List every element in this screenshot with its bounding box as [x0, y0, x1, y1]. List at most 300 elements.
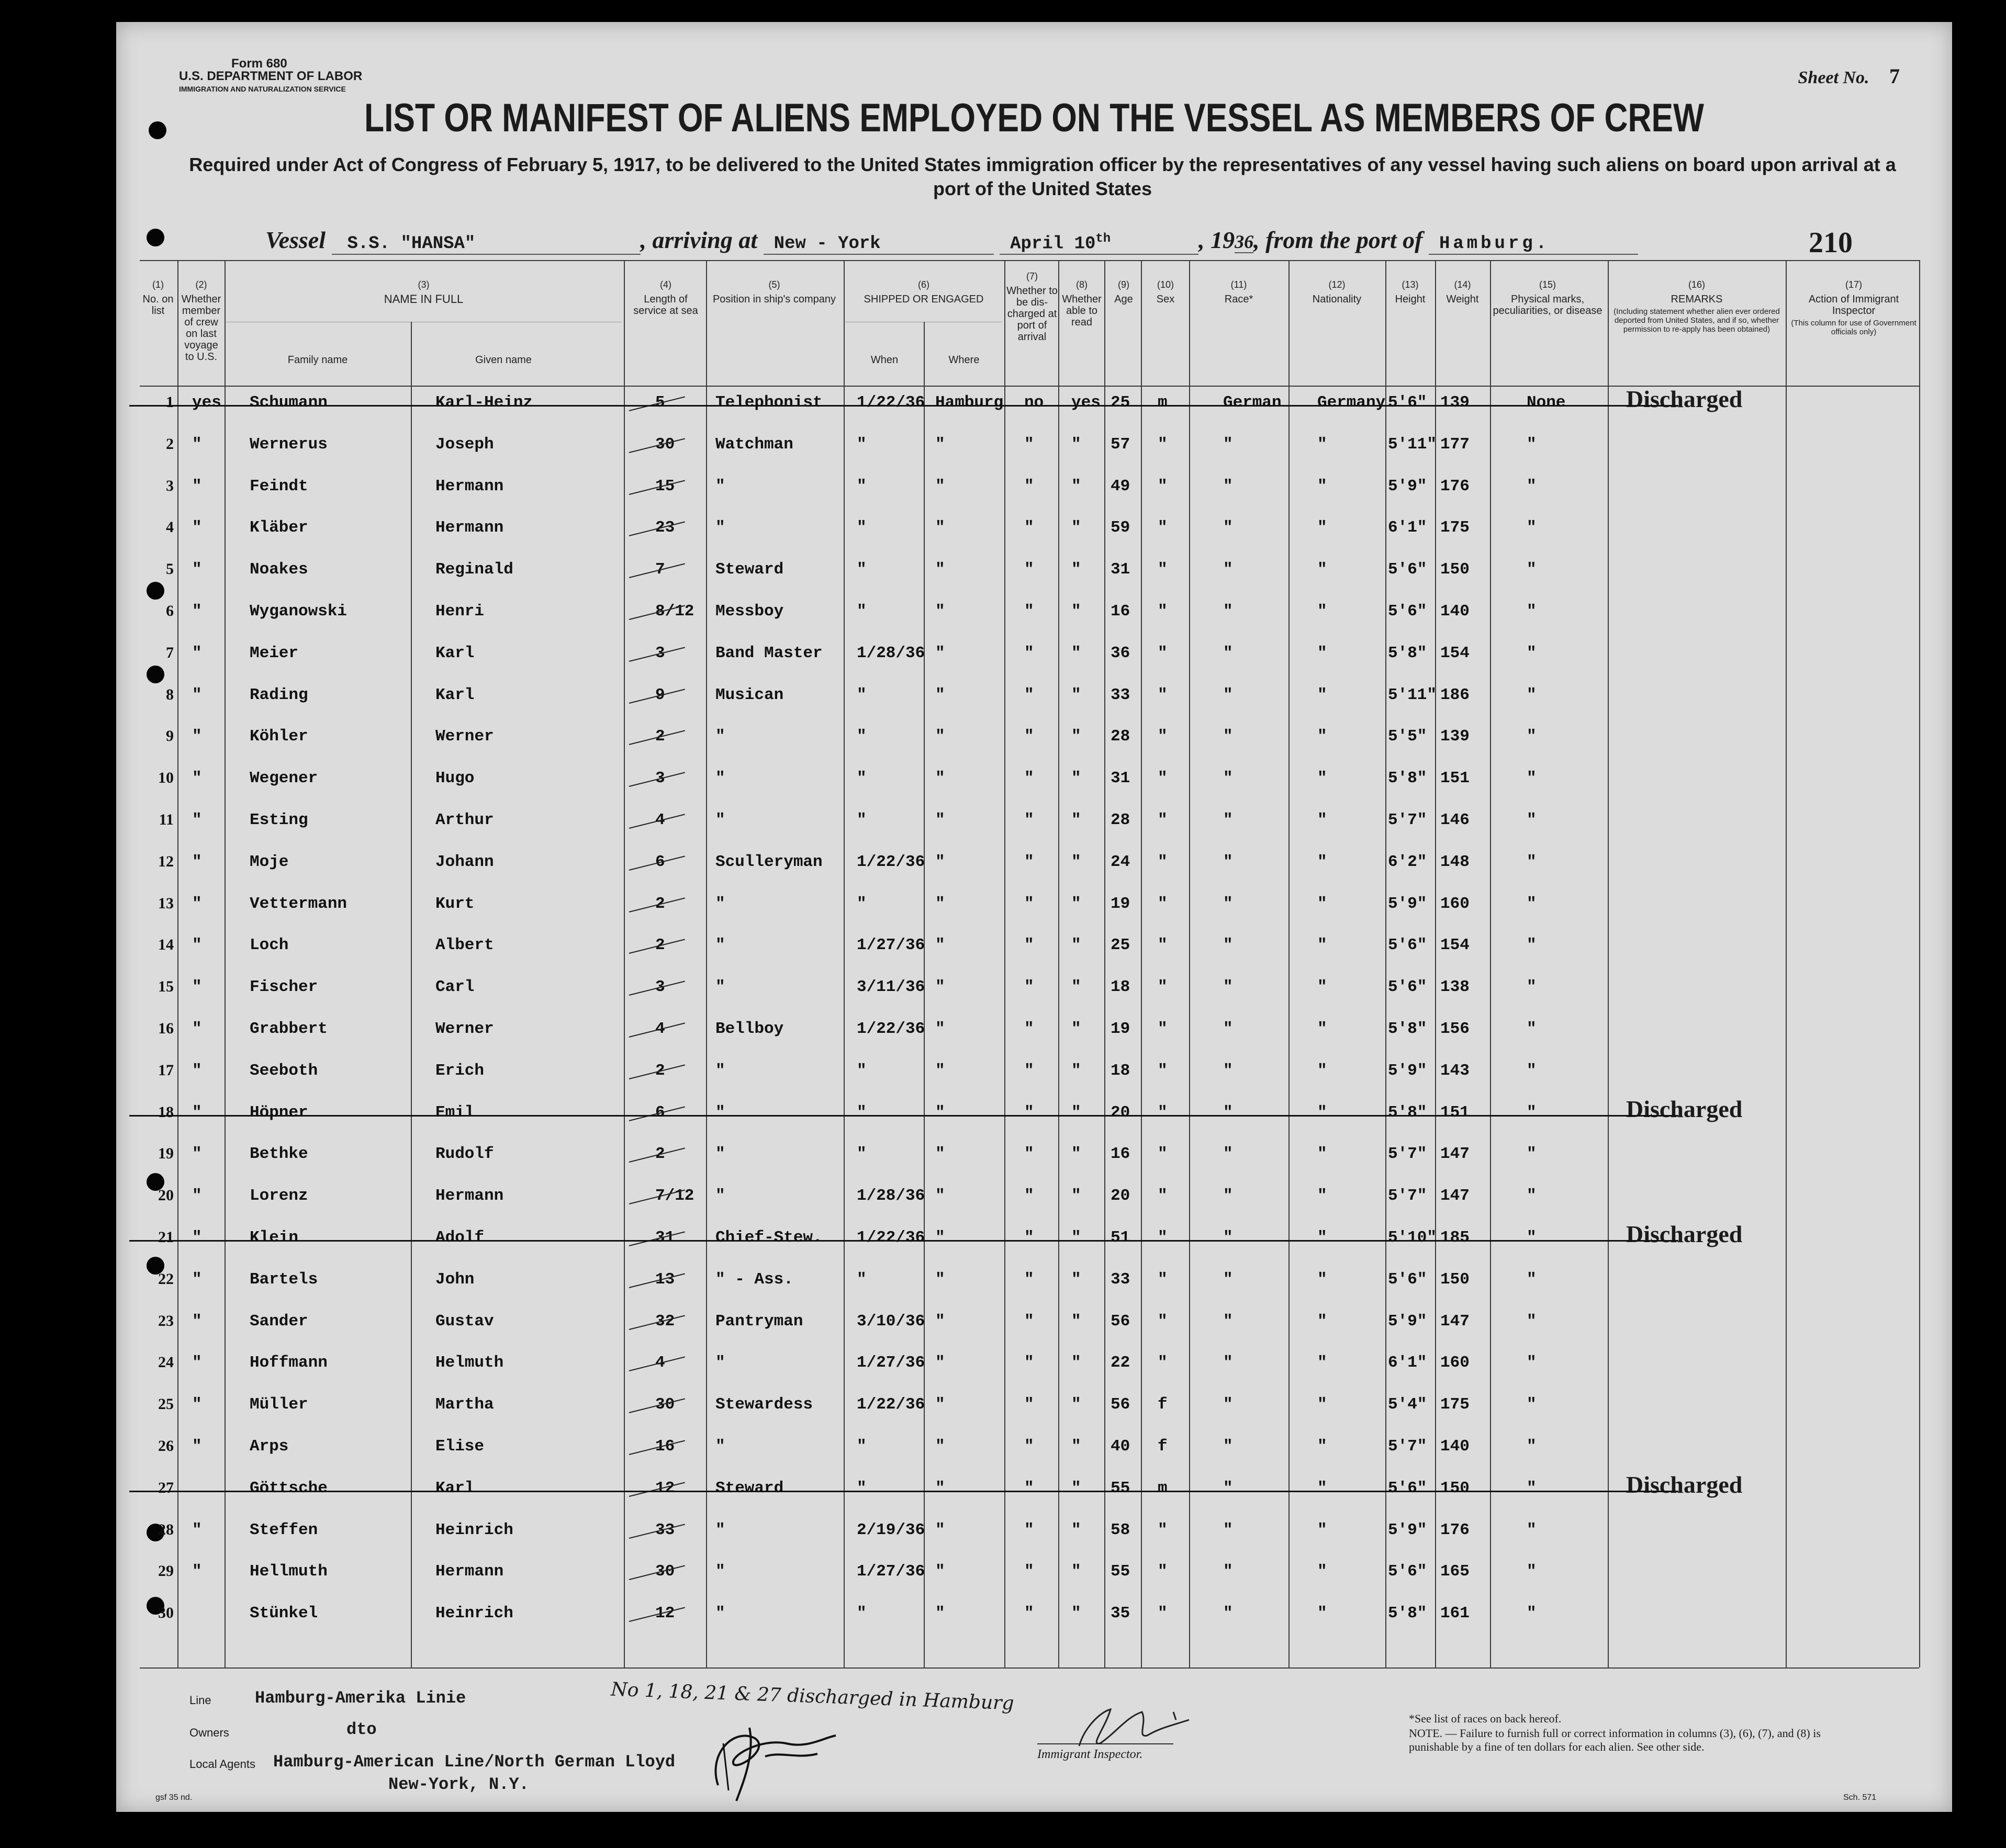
cell-race: ": [1223, 1437, 1233, 1456]
header-number: (8): [1076, 279, 1088, 290]
cell-given-name: Adolf: [435, 1229, 485, 1247]
column-rule: [1189, 260, 1190, 1667]
cell-given-name: Johann: [435, 852, 494, 871]
cell-shipped-where: ": [935, 1020, 945, 1038]
cell-family-name: Bartels: [250, 1270, 318, 1289]
cell-sex: ": [1158, 1604, 1168, 1623]
cell-row-number: 18: [158, 1103, 174, 1121]
cell-able-to-read: ": [1071, 1520, 1081, 1539]
cell-family-name: Esting: [250, 811, 308, 829]
header-text: Action of Immigrant Inspector: [1808, 294, 1899, 317]
cell-weight: 150: [1440, 560, 1470, 579]
agent-signature: [687, 1707, 844, 1806]
cell-height: 5'9": [1388, 477, 1427, 495]
cell-able-to-read: ": [1071, 435, 1081, 454]
cell-age: 28: [1111, 727, 1130, 746]
cell-row-number: 7: [166, 644, 174, 661]
cell-height: 6'1": [1388, 1354, 1427, 1372]
column-rule: [1058, 260, 1059, 1667]
cell-to-be-discharged: ": [1024, 1312, 1034, 1331]
cell-race: ": [1223, 1354, 1233, 1372]
cell-sex: ": [1158, 1270, 1168, 1289]
column-rule: [1435, 260, 1436, 1667]
header-race: [1189, 279, 1288, 305]
cell-position: Telephonist: [715, 393, 823, 412]
header-text: Position in ship's company: [712, 294, 836, 305]
cell-to-be-discharged: ": [1024, 1437, 1034, 1456]
cell-height: 5'8": [1388, 1103, 1427, 1122]
cell-given-name: Arthur: [435, 811, 494, 829]
cell-shipped-when: ": [857, 1270, 867, 1289]
cell-sex: ": [1158, 1354, 1168, 1372]
cell-previous-voyage: ": [192, 519, 202, 537]
column-rule: [1608, 260, 1609, 1667]
cell-shipped-where: ": [935, 1437, 945, 1456]
header-text: Whether member of crew on last voyage to U.S.: [181, 294, 221, 363]
cell-race: ": [1223, 1103, 1233, 1122]
cell-length-of-service: 2: [655, 936, 665, 955]
cell-shipped-where: ": [935, 1604, 945, 1623]
header-number: (14): [1454, 279, 1471, 290]
cell-physical-marks: ": [1527, 769, 1537, 788]
cell-to-be-discharged: ": [1024, 936, 1034, 955]
cell-given-name: Kurt: [435, 894, 475, 913]
strike-through-line: [129, 1491, 1678, 1492]
cell-weight: 146: [1440, 811, 1470, 829]
cell-height: 5'6": [1388, 978, 1427, 997]
cell-able-to-read: ": [1071, 1437, 1081, 1456]
cell-shipped-when: 2/19/36: [857, 1520, 925, 1539]
cell-able-to-read: ": [1071, 602, 1081, 621]
column-rule: [706, 260, 707, 1667]
cell-sex: ": [1158, 936, 1168, 955]
header-weight: [1435, 279, 1490, 305]
cell-remarks: Discharged: [1626, 1095, 1743, 1122]
cell-shipped-when: ": [857, 685, 867, 704]
cell-family-name: Grabbert: [250, 1020, 328, 1038]
cell-position: ": [715, 1354, 725, 1372]
cell-sex: ": [1158, 978, 1168, 997]
header-discharged: [1006, 271, 1058, 343]
cell-position: Stewardess: [715, 1395, 813, 1414]
cell-shipped-when: 3/10/36: [857, 1312, 925, 1331]
cell-race: ": [1223, 644, 1233, 662]
cell-sex: ": [1158, 1520, 1168, 1539]
cell-able-to-read: ": [1071, 560, 1081, 579]
cell-given-name: Karl: [435, 685, 475, 704]
cell-height: 5'6": [1388, 560, 1427, 579]
cell-age: 31: [1111, 560, 1130, 579]
cell-shipped-when: ": [857, 519, 867, 537]
cell-physical-marks: ": [1527, 727, 1537, 746]
department: U.S. DEPARTMENT OF LABOR: [179, 69, 363, 83]
cell-nationality: ": [1317, 936, 1327, 955]
cell-family-name: Vettermann: [250, 894, 348, 913]
cell-shipped-where: ": [935, 1103, 945, 1122]
cell-age: 19: [1111, 1020, 1130, 1038]
cell-family-name: Wegener: [250, 769, 318, 788]
cell-to-be-discharged: no: [1024, 393, 1044, 412]
cell-age: 40: [1111, 1437, 1130, 1456]
cell-able-to-read: ": [1071, 1145, 1081, 1164]
cell-height: 5'6": [1388, 1479, 1427, 1497]
cell-previous-voyage: ": [192, 1145, 202, 1164]
owners-label: Owners: [189, 1726, 229, 1739]
cell-row-number: 29: [158, 1562, 174, 1580]
cell-given-name: Martha: [435, 1395, 494, 1414]
cell-sex: ": [1158, 1187, 1168, 1205]
cell-row-number: 16: [158, 1020, 174, 1037]
cell-given-name: Karl: [435, 1479, 475, 1497]
cell-family-name: Hoffmann: [250, 1354, 328, 1372]
cell-physical-marks: ": [1527, 1437, 1537, 1456]
cell-weight: 154: [1440, 936, 1470, 955]
cell-family-name: Wyganowski: [250, 602, 348, 621]
cell-to-be-discharged: ": [1024, 644, 1034, 662]
cell-physical-marks: ": [1527, 1103, 1537, 1122]
cell-race: German: [1223, 393, 1282, 412]
cell-physical-marks: ": [1527, 1479, 1537, 1497]
cell-able-to-read: ": [1071, 1020, 1081, 1038]
cell-age: 49: [1111, 477, 1130, 495]
cell-previous-voyage: ": [192, 727, 202, 746]
cell-length-of-service: 4: [655, 1354, 665, 1372]
cell-length-of-service: 12: [655, 1604, 675, 1623]
cell-nationality: ": [1317, 519, 1327, 537]
cell-shipped-when: ": [857, 1061, 867, 1080]
cell-given-name: Hugo: [435, 769, 475, 788]
cell-length-of-service: 4: [655, 811, 665, 829]
cell-physical-marks: ": [1527, 1061, 1537, 1080]
cell-able-to-read: ": [1071, 477, 1081, 495]
page-number: 210: [1809, 227, 1853, 259]
cell-age: 18: [1111, 1061, 1130, 1080]
cell-shipped-where: ": [935, 602, 945, 621]
cell-weight: 175: [1440, 1395, 1470, 1414]
cell-shipped-where: ": [935, 477, 945, 495]
cell-shipped-where: ": [935, 1479, 945, 1497]
header-text: No. on list: [142, 294, 174, 317]
cell-length-of-service: 30: [655, 1395, 675, 1414]
cell-race: ": [1223, 560, 1233, 579]
cell-shipped-where: ": [935, 685, 945, 704]
cell-shipped-where: ": [935, 852, 945, 871]
cell-given-name: Erich: [435, 1061, 485, 1080]
cell-to-be-discharged: ": [1024, 519, 1034, 537]
cell-shipped-where: ": [935, 1520, 945, 1539]
cell-nationality: ": [1317, 852, 1327, 871]
cell-weight: 156: [1440, 1020, 1470, 1038]
cell-position: ": [715, 1520, 725, 1539]
cell-race: ": [1223, 1395, 1233, 1414]
cell-previous-voyage: ": [192, 1061, 202, 1080]
cell-given-name: Joseph: [435, 435, 494, 454]
cell-able-to-read: ": [1071, 1103, 1081, 1122]
cell-height: 5'4": [1388, 1395, 1427, 1414]
cell-shipped-when: 1/22/36: [857, 852, 925, 871]
cell-family-name: Schumann: [250, 393, 328, 412]
cell-nationality: ": [1317, 1437, 1327, 1456]
cell-race: ": [1223, 1520, 1233, 1539]
cell-remarks: Discharged: [1626, 1471, 1743, 1498]
header-number: (5): [768, 279, 780, 290]
cell-sex: ": [1158, 1562, 1168, 1581]
cell-physical-marks: ": [1527, 1187, 1537, 1205]
cell-nationality: ": [1317, 894, 1327, 913]
cell-length-of-service: 8/12: [655, 602, 694, 621]
cell-weight: 147: [1440, 1145, 1470, 1164]
cell-age: 33: [1111, 1270, 1130, 1289]
cell-row-number: 9: [166, 727, 174, 745]
header-height: [1385, 279, 1435, 305]
cell-family-name: Lorenz: [250, 1187, 308, 1205]
local-agents-label: Local Agents: [189, 1757, 255, 1771]
cell-family-name: Sander: [250, 1312, 308, 1331]
cell-previous-voyage: ": [192, 811, 202, 829]
manifest-page: [116, 22, 1952, 1812]
cell-shipped-when: ": [857, 560, 867, 579]
cell-able-to-read: ": [1071, 1562, 1081, 1581]
cell-row-number: 6: [166, 602, 174, 619]
cell-row-number: 3: [166, 477, 174, 494]
cell-physical-marks: ": [1527, 1562, 1537, 1581]
cell-age: 57: [1111, 435, 1130, 454]
cell-shipped-when: 1/27/36: [857, 1562, 925, 1581]
cell-sex: f: [1158, 1395, 1168, 1414]
header-when: When: [870, 354, 899, 366]
cell-shipped-where: ": [935, 894, 945, 913]
cell-weight: 147: [1440, 1187, 1470, 1205]
header-physical-marks: [1490, 279, 1605, 317]
cell-previous-voyage: ": [192, 1020, 202, 1038]
cell-given-name: Heinrich: [435, 1520, 513, 1539]
cell-shipped-where: Hamburg: [935, 393, 1004, 412]
cell-shipped-where: ": [935, 1061, 945, 1080]
header-number: (15): [1539, 279, 1556, 290]
cell-previous-voyage: ": [192, 435, 202, 454]
cell-sex: ": [1158, 435, 1168, 454]
cell-able-to-read: ": [1071, 1479, 1081, 1497]
cell-race: ": [1223, 1312, 1233, 1331]
cell-position: Pantryman: [715, 1312, 803, 1331]
cell-family-name: Kläber: [250, 519, 308, 537]
cell-nationality: ": [1317, 1145, 1327, 1164]
cell-age: 20: [1111, 1187, 1130, 1205]
cell-shipped-where: ": [935, 560, 945, 579]
cell-previous-voyage: ": [192, 1395, 202, 1414]
cell-weight: 140: [1440, 1437, 1470, 1456]
line-value: Hamburg-Amerika Linie: [255, 1688, 466, 1708]
cell-previous-voyage: ": [192, 1312, 202, 1331]
cell-height: 5'6": [1388, 936, 1427, 955]
header-previous-voyage: [179, 279, 223, 363]
departure-port: Hamburg.: [1429, 234, 1638, 255]
header-remarks: [1610, 279, 1783, 334]
cell-previous-voyage: ": [192, 1437, 202, 1456]
cell-previous-voyage: ": [192, 1229, 202, 1247]
cell-length-of-service: 30: [655, 1562, 675, 1581]
cell-physical-marks: ": [1527, 978, 1537, 997]
cell-able-to-read: ": [1071, 1395, 1081, 1414]
cell-able-to-read: ": [1071, 852, 1081, 871]
cell-length-of-service: 7: [655, 560, 665, 579]
cell-position: ": [715, 978, 725, 997]
cell-position: ": [715, 1187, 725, 1205]
cell-height: 5'9": [1388, 1312, 1427, 1331]
cell-nationality: ": [1317, 644, 1327, 662]
cell-able-to-read: ": [1071, 769, 1081, 788]
sheet-number: [1798, 64, 1900, 88]
cell-height: 5'7": [1388, 1187, 1427, 1205]
cell-nationality: ": [1317, 1312, 1327, 1331]
cell-row-number: 24: [158, 1354, 174, 1371]
cell-previous-voyage: ": [192, 644, 202, 662]
header-inspector-action: [1788, 279, 1919, 336]
cell-able-to-read: ": [1071, 644, 1081, 662]
table-bottom-rule: [140, 1667, 1919, 1669]
cell-shipped-when: 1/28/36: [857, 644, 925, 662]
cell-row-number: 11: [159, 811, 174, 828]
cell-physical-marks: ": [1527, 936, 1537, 955]
cell-given-name: John: [435, 1270, 475, 1289]
header-number: (3): [418, 279, 430, 290]
header-number: (2): [195, 279, 207, 290]
cell-family-name: Höpner: [250, 1103, 308, 1122]
cell-height: 5'6": [1388, 1562, 1427, 1581]
column-rule: [411, 322, 412, 1667]
cell-sex: ": [1158, 1061, 1168, 1080]
manifest-table: [140, 260, 1919, 1667]
arrival-year: 36: [1235, 231, 1254, 252]
cell-weight: 139: [1440, 393, 1470, 412]
cell-shipped-where: ": [935, 1562, 945, 1581]
cell-age: 28: [1111, 811, 1130, 829]
cell-able-to-read: ": [1071, 685, 1081, 704]
cell-weight: 186: [1440, 685, 1470, 704]
cell-remarks: Discharged: [1626, 386, 1743, 412]
cell-family-name: Stünkel: [250, 1604, 318, 1623]
cell-position: Steward: [715, 1479, 784, 1497]
header-text: Height: [1395, 294, 1426, 305]
cell-weight: 138: [1440, 978, 1470, 997]
cell-nationality: ": [1317, 978, 1327, 997]
cell-sex: ": [1158, 727, 1168, 746]
cell-physical-marks: ": [1527, 602, 1537, 621]
cell-previous-voyage: ": [192, 852, 202, 871]
cell-previous-voyage: ": [192, 685, 202, 704]
cell-given-name: Carl: [435, 978, 475, 997]
cell-physical-marks: ": [1527, 685, 1537, 704]
cell-weight: 151: [1440, 1103, 1470, 1122]
column-rule: [1919, 260, 1920, 1667]
cell-height: 5'9": [1388, 1061, 1427, 1080]
cell-sex: ": [1158, 769, 1168, 788]
strike-through-line: [129, 405, 1678, 407]
column-rule: [624, 260, 625, 1667]
cell-age: 25: [1111, 936, 1130, 955]
cell-position: ": [715, 477, 725, 495]
cell-age: 31: [1111, 769, 1130, 788]
local-agents-city: New-York, N.Y.: [388, 1775, 529, 1794]
header-number: (6): [918, 279, 929, 290]
cell-physical-marks: ": [1527, 1020, 1537, 1038]
cell-sex: ": [1158, 644, 1168, 662]
cell-family-name: Bethke: [250, 1145, 308, 1164]
cell-physical-marks: ": [1527, 852, 1537, 871]
cell-able-to-read: ": [1071, 894, 1081, 913]
cell-race: ": [1223, 1229, 1233, 1247]
cell-able-to-read: ": [1071, 936, 1081, 955]
cell-length-of-service: 2: [655, 894, 665, 913]
cell-age: 58: [1111, 1520, 1130, 1539]
cell-position: ": [715, 1604, 725, 1623]
cell-nationality: ": [1317, 1187, 1327, 1205]
cell-nationality: ": [1317, 1479, 1327, 1497]
cell-previous-voyage: ": [192, 477, 202, 495]
cell-to-be-discharged: ": [1024, 1270, 1034, 1289]
cell-age: 56: [1111, 1312, 1130, 1331]
cell-physical-marks: ": [1527, 519, 1537, 537]
cell-sex: ": [1158, 685, 1168, 704]
cell-family-name: Klein: [250, 1229, 299, 1247]
service: IMMIGRATION AND NATURALIZATION SERVICE: [179, 85, 346, 93]
cell-sex: ": [1158, 852, 1168, 871]
cell-age: 56: [1111, 1395, 1130, 1414]
column-rule: [1786, 260, 1787, 1667]
cell-shipped-when: 1/22/36: [857, 1020, 925, 1038]
cell-shipped-where: ": [935, 519, 945, 537]
cell-height: 5'6": [1388, 602, 1427, 621]
cell-to-be-discharged: ": [1024, 1520, 1034, 1539]
cell-weight: 176: [1440, 1520, 1470, 1539]
cell-nationality: ": [1317, 435, 1327, 454]
header-text: Whether able to read: [1062, 294, 1102, 328]
cell-sex: ": [1158, 477, 1168, 495]
cell-to-be-discharged: ": [1024, 852, 1034, 871]
local-agents-value: Hamburg-American Line/North German Lloyd: [273, 1752, 676, 1772]
cell-shipped-where: ": [935, 811, 945, 829]
cell-family-name: Müller: [250, 1395, 308, 1414]
cell-weight: 150: [1440, 1270, 1470, 1289]
cell-nationality: ": [1317, 602, 1327, 621]
cell-previous-voyage: ": [192, 1562, 202, 1581]
cell-physical-marks: ": [1527, 1520, 1537, 1539]
arrival-port: New - York: [764, 234, 994, 255]
strike-through-line: [129, 1115, 1678, 1117]
cell-physical-marks: None: [1527, 393, 1566, 412]
cell-row-number: 25: [158, 1395, 174, 1413]
cell-given-name: Hermann: [435, 1187, 504, 1205]
cell-to-be-discharged: ": [1024, 1229, 1034, 1247]
cell-height: 5'8": [1388, 1020, 1427, 1038]
cell-height: 5'6": [1388, 393, 1427, 412]
cell-to-be-discharged: ": [1024, 560, 1034, 579]
arrival-date: [1000, 232, 1198, 255]
cell-length-of-service: 3: [655, 644, 665, 662]
cell-family-name: Steffen: [250, 1520, 318, 1539]
cell-given-name: Werner: [435, 727, 494, 746]
cell-sex: ": [1158, 1229, 1168, 1247]
header-where: Where: [948, 354, 980, 366]
header-text: Whether to be dis-charged at port of arrival: [1006, 285, 1058, 343]
header-length-of-service: [626, 279, 705, 317]
cell-age: 51: [1111, 1229, 1130, 1247]
form-number: Form 680: [231, 57, 287, 71]
cell-position: Bellboy: [715, 1020, 784, 1038]
cell-shipped-when: ": [857, 477, 867, 495]
column-rule: [1385, 260, 1386, 1667]
cell-shipped-when: ": [857, 1604, 867, 1623]
